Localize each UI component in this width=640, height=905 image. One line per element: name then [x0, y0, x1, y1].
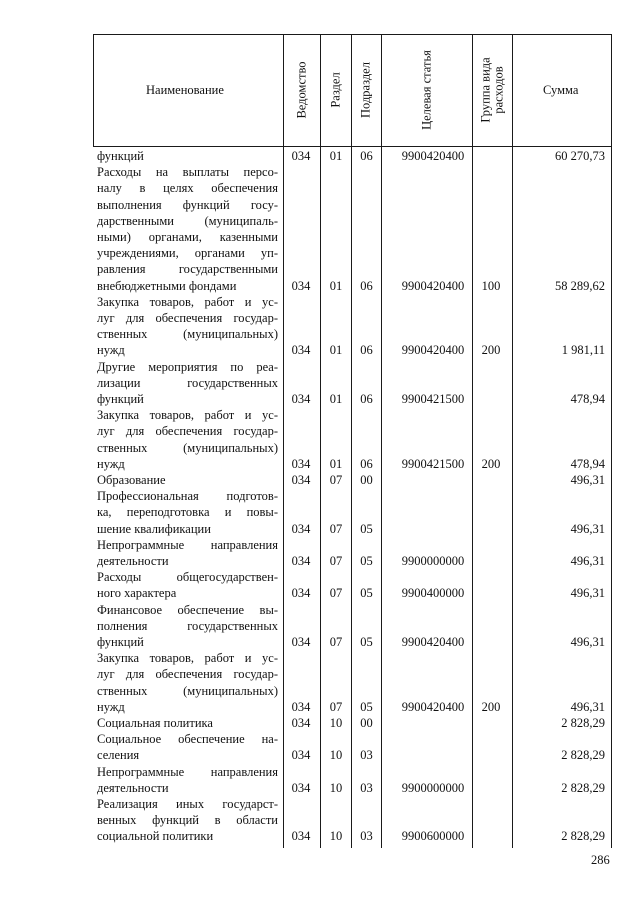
row-name-line: функций: [97, 149, 144, 163]
cell-podrazdel: 05: [360, 586, 373, 601]
cell-razdel: 07: [329, 699, 343, 714]
table-top-border: [93, 34, 612, 35]
cell-summa: 478,94: [570, 456, 605, 471]
cell-vedomstvo: 034: [291, 716, 311, 730]
row-name-line: ного характера: [97, 586, 177, 601]
table-row: [0, 164, 640, 294]
row-name-line: шение квалификации: [97, 521, 211, 536]
cell-vedomstvo: 034: [291, 278, 311, 293]
cell-razdel: 07: [329, 473, 343, 487]
row-name-line: Закупка товаров, работ и ус-: [97, 294, 278, 309]
row-name-line: луг для обеспечения государ-: [97, 667, 278, 682]
table-row: [0, 407, 640, 472]
row-name-line: Реализация иных государст-: [97, 797, 278, 811]
cell-podrazdel: 06: [360, 343, 373, 358]
row-name: [97, 148, 278, 164]
cell-podrazdel: 06: [360, 149, 373, 163]
cell-summa: 496,31: [570, 473, 605, 487]
table-row: [0, 359, 640, 408]
cell-celevaya-statya: 9900400000: [401, 586, 465, 601]
row-name: [97, 764, 278, 796]
row-name-line: Образование: [97, 473, 166, 487]
table-row: [0, 764, 640, 796]
row-name-line: ственных (муниципальных): [97, 440, 278, 455]
table-row: [0, 715, 640, 731]
table-row: [0, 472, 640, 488]
cell-vedomstvo: 034: [291, 586, 311, 601]
cell-podrazdel: 05: [360, 521, 373, 536]
header-name: Наименование: [146, 83, 224, 97]
header-gruppa-line1: Группа вида: [478, 57, 493, 123]
cell-gruppa: 200: [481, 456, 501, 471]
cell-celevaya-statya: 9900420400: [401, 699, 465, 714]
header-gruppa-line2: расходов: [491, 66, 506, 114]
row-name-line: дарственными (муниципаль-: [97, 213, 278, 228]
header-vedomstvo: Ведомство: [294, 61, 309, 119]
row-name-line: деятельности: [97, 780, 169, 795]
cell-gruppa: 200: [481, 343, 501, 358]
cell-razdel: 07: [329, 634, 343, 649]
row-name-line: нужд: [97, 343, 125, 358]
cell-podrazdel: 03: [360, 829, 373, 844]
table-header-bottom-border: [93, 146, 612, 147]
cell-celevaya-statya: 9900000000: [401, 780, 465, 795]
cell-razdel: 01: [329, 278, 343, 293]
row-name-line: социальной политики: [97, 829, 214, 844]
cell-celevaya-statya: 9900600000: [401, 829, 465, 844]
cell-razdel: 07: [329, 553, 343, 568]
cell-razdel: 10: [329, 716, 343, 730]
cell-summa: 60 270,73: [555, 149, 605, 163]
cell-vedomstvo: 034: [291, 473, 311, 487]
row-name: [97, 294, 278, 359]
cell-razdel: 01: [329, 343, 343, 358]
cell-summa: 2 828,29: [561, 716, 605, 730]
cell-razdel: 01: [329, 149, 343, 163]
cell-celevaya-statya: 9900000000: [401, 553, 465, 568]
table-row: [0, 569, 640, 601]
header-podrazdel: Подраздел: [358, 62, 373, 118]
row-name-line: Другие мероприятия по реа-: [97, 359, 278, 374]
cell-razdel: 10: [329, 748, 343, 763]
row-name: [97, 537, 278, 569]
cell-podrazdel: 05: [360, 699, 373, 714]
row-name-line: деятельности: [97, 553, 169, 568]
row-name-line: равления государственными: [97, 262, 278, 277]
row-name-line: Профессиональная подготов-: [97, 489, 278, 504]
row-name-line: нужд: [97, 456, 125, 471]
row-name: [97, 359, 278, 408]
cell-celevaya-statya: 9900420400: [401, 278, 465, 293]
cell-summa: 496,31: [570, 553, 605, 568]
row-name-line: ными) органами, казенными: [97, 229, 278, 244]
cell-gruppa: 200: [481, 699, 501, 714]
page-number: 286: [591, 853, 610, 867]
row-name-line: луг для обеспечения государ-: [97, 310, 278, 325]
cell-summa: 2 828,29: [561, 829, 605, 844]
cell-summa: 1 981,11: [561, 343, 605, 358]
row-name-line: функций: [97, 634, 144, 649]
table-row: [0, 488, 640, 537]
cell-celevaya-statya: 9900420400: [401, 634, 465, 649]
row-name-line: Закупка товаров, работ и ус-: [97, 651, 278, 666]
cell-summa: 478,94: [570, 391, 605, 406]
cell-summa: 496,31: [570, 634, 605, 649]
cell-razdel: 07: [329, 586, 343, 601]
cell-podrazdel: 05: [360, 634, 373, 649]
row-name: [97, 650, 278, 715]
row-name-line: лизации государственных: [97, 375, 278, 390]
cell-vedomstvo: 034: [291, 149, 311, 163]
row-name: [97, 488, 278, 537]
row-name-line: Непрограммные направления: [97, 764, 278, 779]
row-name-line: налу в целях обеспечения: [97, 181, 278, 196]
cell-vedomstvo: 034: [291, 456, 311, 471]
row-name: [97, 715, 278, 731]
cell-podrazdel: 03: [360, 780, 373, 795]
row-name-line: Непрограммные направления: [97, 537, 278, 552]
row-name: [97, 569, 278, 601]
row-name: [97, 164, 278, 294]
table-row: [0, 148, 640, 164]
cell-vedomstvo: 034: [291, 829, 311, 844]
cell-podrazdel: 05: [360, 553, 373, 568]
row-name-line: Социальное обеспечение на-: [97, 732, 278, 747]
cell-podrazdel: 00: [360, 473, 373, 487]
table-row: [0, 650, 640, 715]
cell-vedomstvo: 034: [291, 634, 311, 649]
cell-summa: 2 828,29: [561, 780, 605, 795]
cell-razdel: 10: [329, 780, 343, 795]
row-name-line: ственных (муниципальных): [97, 327, 278, 342]
table-row: [0, 294, 640, 359]
cell-summa: 58 289,62: [555, 278, 605, 293]
table-row: [0, 731, 640, 763]
row-name-line: внебюджетными фондами: [97, 278, 237, 293]
cell-vedomstvo: 034: [291, 780, 311, 795]
cell-summa: 496,31: [570, 586, 605, 601]
cell-celevaya-statya: 9900421500: [401, 456, 465, 471]
table-row: [0, 537, 640, 569]
cell-podrazdel: 06: [360, 391, 373, 406]
row-name-line: Расходы общегосударствен-: [97, 570, 278, 585]
row-name-line: Социальная политика: [97, 716, 213, 730]
row-name-line: ка, переподготовка и повы-: [97, 505, 278, 520]
header-summa: Сумма: [543, 83, 579, 97]
row-name-line: выполнения функций госу-: [97, 197, 278, 212]
cell-vedomstvo: 034: [291, 553, 311, 568]
cell-razdel: 07: [329, 521, 343, 536]
row-name-line: Финансовое обеспечение вы-: [97, 602, 278, 617]
cell-podrazdel: 06: [360, 278, 373, 293]
row-name-line: луг для обеспечения государ-: [97, 424, 278, 439]
row-name-line: ственных (муниципальных): [97, 683, 278, 698]
row-name-line: учреждениями, органами уп-: [97, 246, 278, 261]
cell-podrazdel: 06: [360, 456, 373, 471]
cell-gruppa: 100: [481, 278, 501, 293]
cell-summa: 496,31: [570, 699, 605, 714]
row-name-line: Закупка товаров, работ и ус-: [97, 408, 278, 423]
table-left-border: [93, 34, 94, 147]
row-name-line: венных функций в области: [97, 813, 278, 828]
cell-vedomstvo: 034: [291, 343, 311, 358]
cell-celevaya-statya: 9900421500: [401, 391, 465, 406]
cell-vedomstvo: 034: [291, 699, 311, 714]
row-name: [97, 602, 278, 651]
table-row: [0, 602, 640, 651]
row-name-line: нужд: [97, 699, 125, 714]
cell-vedomstvo: 034: [291, 748, 311, 763]
row-name: [97, 407, 278, 472]
cell-podrazdel: 00: [360, 716, 373, 730]
cell-vedomstvo: 034: [291, 391, 311, 406]
cell-vedomstvo: 034: [291, 521, 311, 536]
row-name-line: Расходы на выплаты персо-: [97, 165, 278, 180]
row-name-line: функций: [97, 391, 144, 406]
cell-celevaya-statya: 9900420400: [401, 343, 465, 358]
cell-podrazdel: 03: [360, 748, 373, 763]
header-razdel: Раздел: [328, 72, 343, 108]
row-name: [97, 796, 278, 845]
cell-celevaya-statya: 9900420400: [401, 149, 465, 163]
row-name: [97, 472, 278, 488]
cell-summa: 496,31: [570, 521, 605, 536]
cell-razdel: 01: [329, 391, 343, 406]
table-row: [0, 796, 640, 845]
cell-summa: 2 828,29: [561, 748, 605, 763]
cell-razdel: 10: [329, 829, 343, 844]
row-name: [97, 731, 278, 763]
cell-razdel: 01: [329, 456, 343, 471]
row-name-line: полнения государственных: [97, 618, 278, 633]
header-celevaya-statya: Целевая статья: [419, 50, 434, 130]
row-name-line: селения: [97, 748, 140, 763]
